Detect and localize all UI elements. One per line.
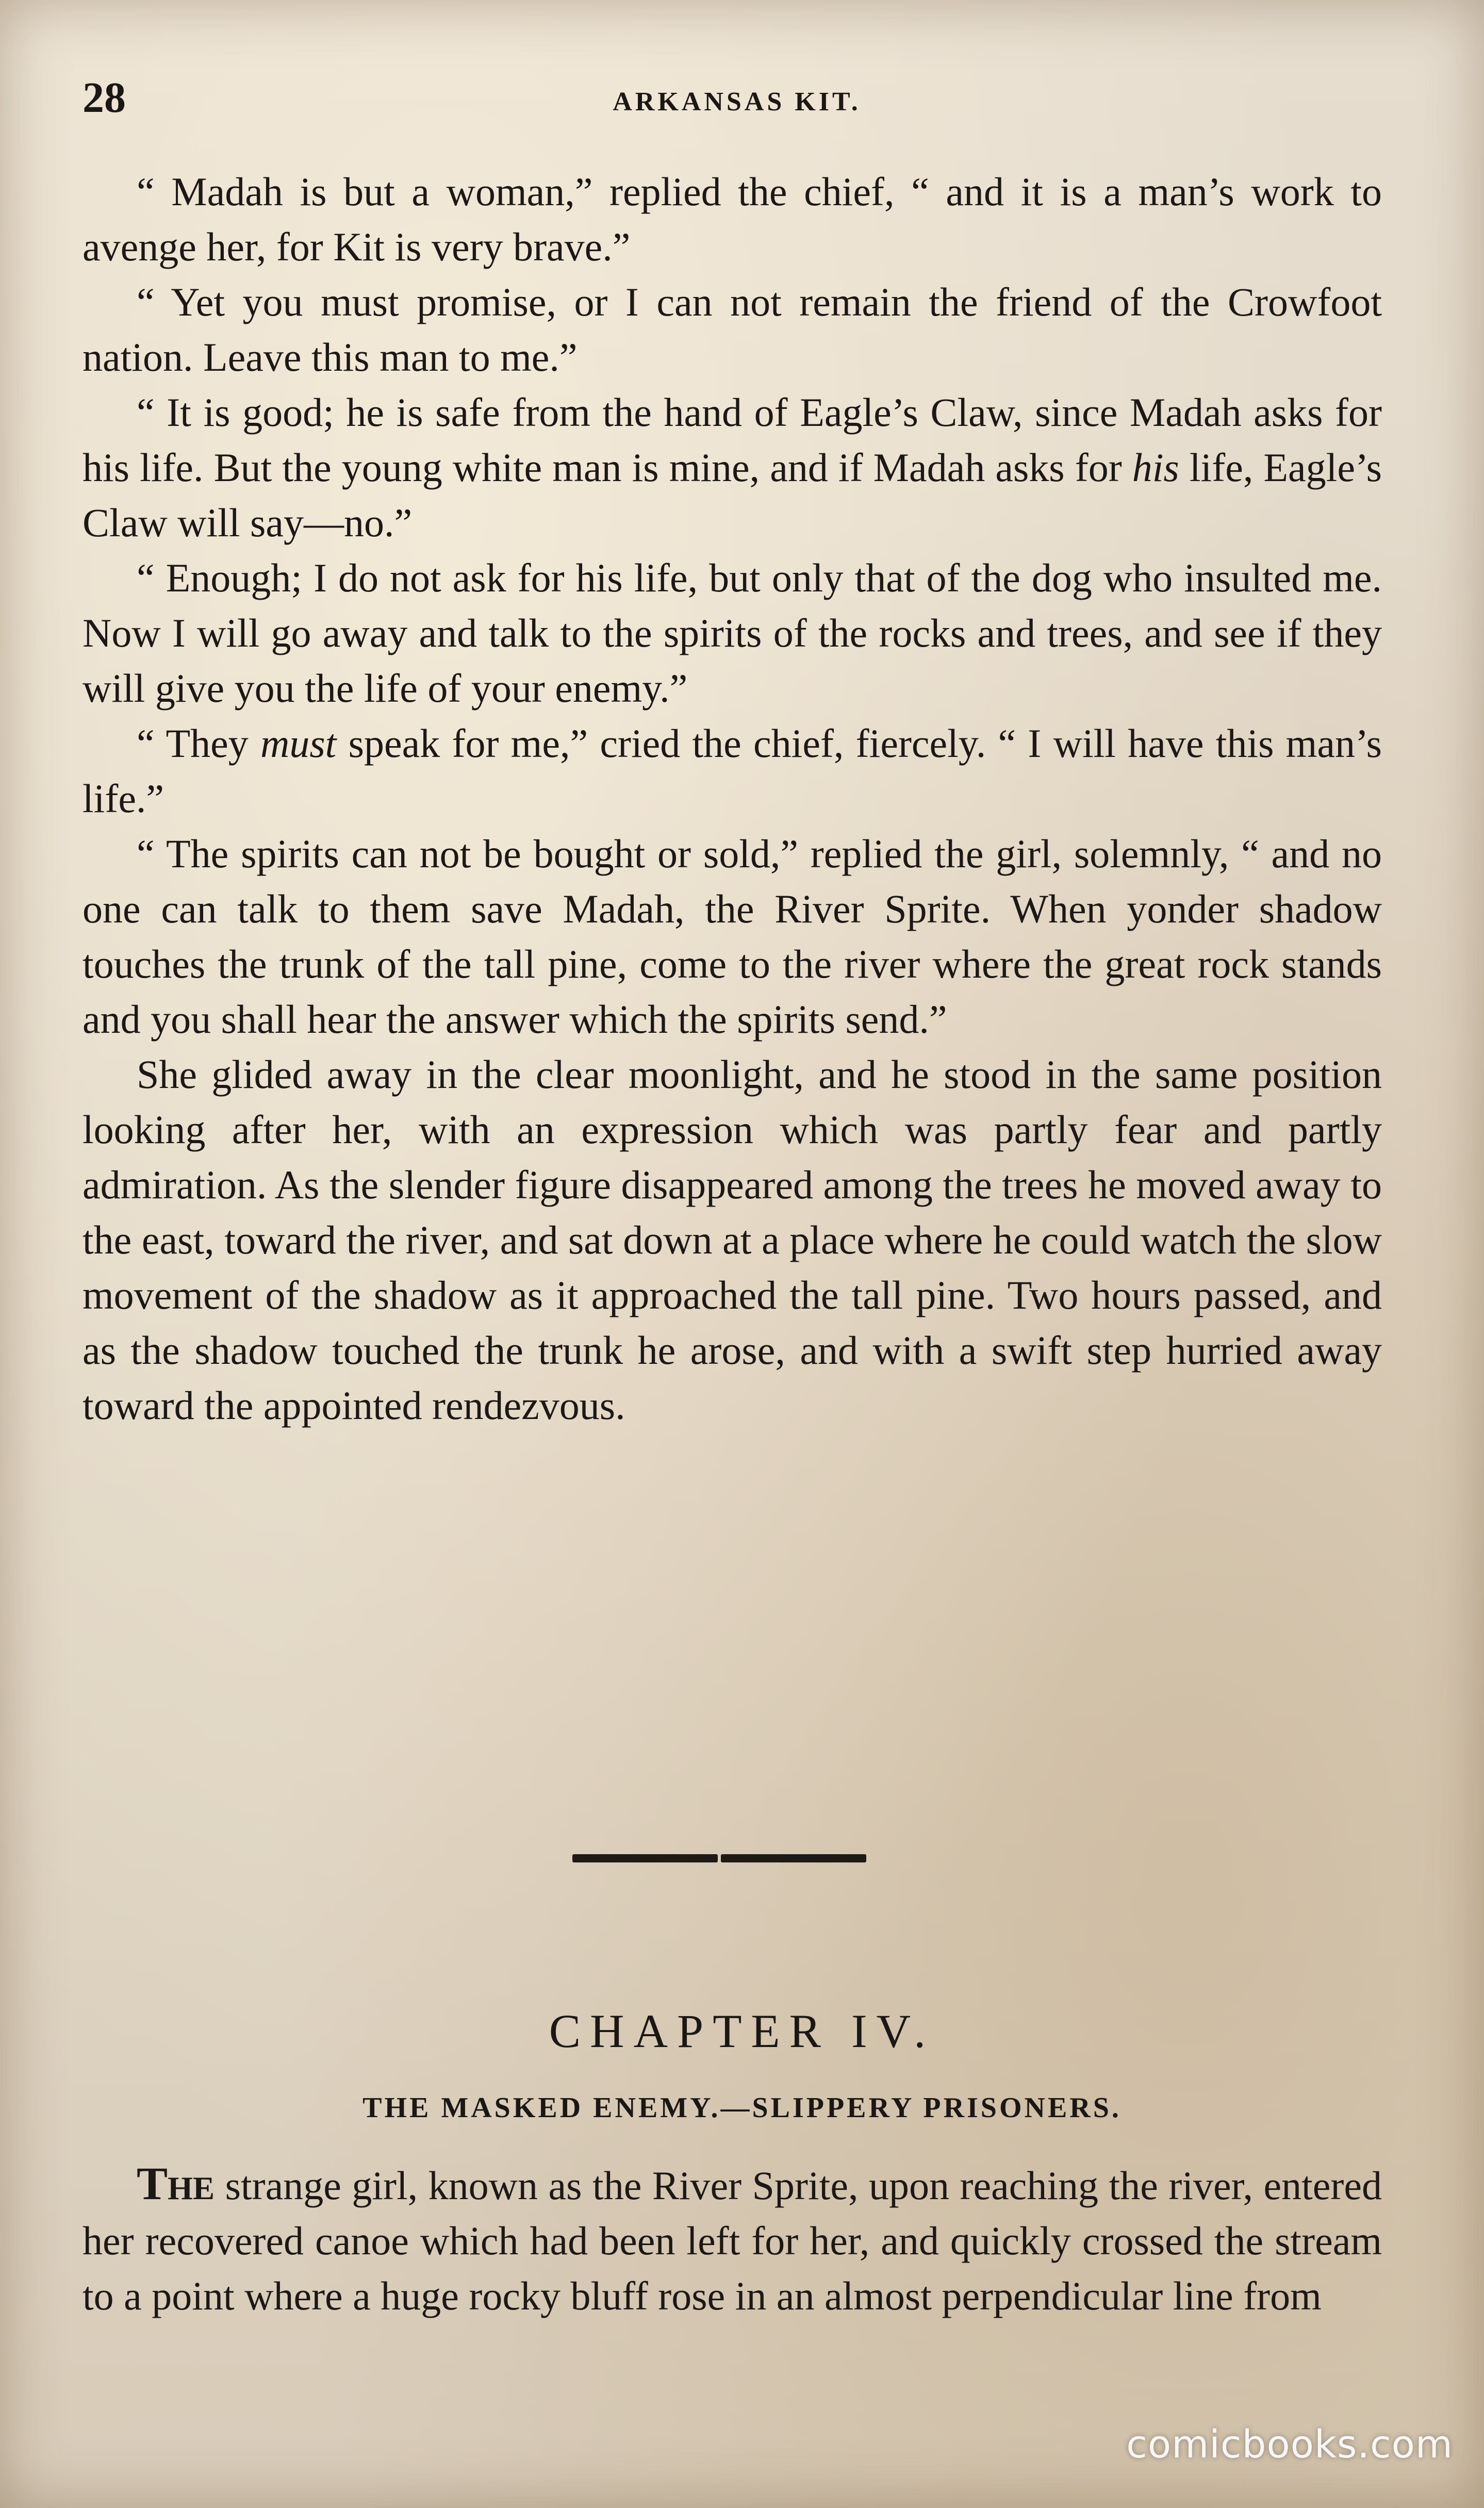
paragraph [83, 826, 1382, 1047]
paragraph [83, 550, 1382, 716]
paragraph [83, 274, 1382, 385]
divider-rule-left [572, 1854, 718, 1862]
paragraph [83, 385, 1382, 550]
page-number: 28 [83, 74, 126, 122]
paragraph-text: “ The spirits can not be bought or sold,” replied the girl, solemnly, “ and no one can talk to them save Madah, the River Sprite. When yonder shadow touches the trunk of the tall pine, come to the river where the great rock stands and you shall hear the answer which the spirits send.” [83, 831, 1382, 1042]
chapter-opening-paragraph [83, 2156, 1382, 2323]
body-text [83, 164, 1382, 1433]
chapter-opening-text [83, 2156, 1382, 2323]
emphasized-word: must [260, 721, 337, 766]
section-divider [572, 1854, 866, 1862]
paragraph-text: “ Enough; I do not ask for his life, but only that of the dog who insulted me. Now I will go away and talk to the spirits of the rocks and trees, and see if they will give you the life of your enemy.” [83, 555, 1382, 711]
paragraph-text-continued: life, Eagle’s Claw will say—no.” [83, 445, 1382, 545]
divider-rule-right [721, 1854, 866, 1862]
paragraph-text: “ It is good; he is safe from the hand of Eagle’s Claw, since Madah asks for his life. But the young white man is mine, and if Madah asks for [83, 390, 1382, 490]
chapter-subtitle: THE MASKED ENEMY.—SLIPPERY PRISONERS. [362, 2092, 1122, 2124]
paragraph [83, 1047, 1382, 1433]
running-head [83, 72, 1391, 124]
paragraph-text: “ Madah is but a woman,” replied the chief, “ and it is a man’s work to avenge her, for Kit is very brave.” [83, 169, 1382, 269]
watermark-text: comicbooks.com [1126, 2422, 1453, 2467]
chapter-opening-body: strange girl, known as the River Sprite, upon reaching the river, entered her recovered canoe which had been left for her, and quickly crossed the stream to a point where a huge rocky bluff rose in an almost perpendicular line from [83, 2163, 1382, 2318]
paragraph-text-continued: speak for me,” cried the chief, fiercely. “ I will have this man’s life.” [83, 721, 1382, 821]
paragraph [83, 164, 1382, 274]
paragraph [83, 716, 1382, 826]
chapter-title: CHAPTER IV. [549, 2005, 935, 2057]
paragraph-text: “ Yet you must promise, or I can not remain the friend of the Crowfoot nation. Leave this man to me.” [83, 279, 1382, 380]
running-title: ARKANSAS KIT. [613, 87, 861, 117]
lead-word: The [137, 2158, 215, 2209]
emphasized-word: his [1132, 445, 1179, 490]
paragraph-text: “ They [137, 721, 260, 766]
paragraph-text: She glided away in the clear moonlight, and he stood in the same position looking after her, with an expression which was partly fear and partly admiration. As the slender figure disappeared among the trees he moved away to the east, toward the river, and sat down at a place where he could watch the slow movement of the shadow as it approached the tall pine. Two hours passed, and as the shadow touched the trunk he arose, and with a swift step hurried away toward the appointed rendezvous. [83, 1052, 1382, 1428]
